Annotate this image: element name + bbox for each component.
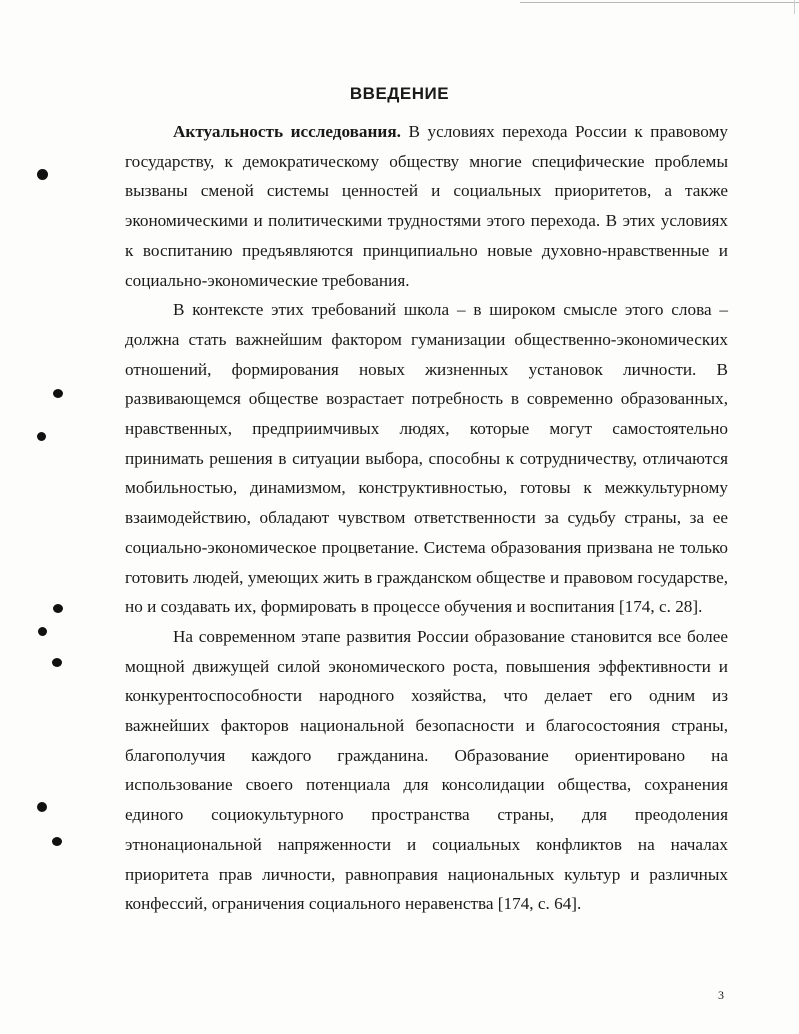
binding-hole-mark [52,837,62,846]
scan-edge-line [520,2,799,3]
paragraph [125,117,728,295]
binding-hole-mark [37,802,47,812]
paragraph-lead: Актуальность исследования. [173,122,401,141]
binding-hole-mark [37,169,48,180]
binding-hole-mark [38,627,47,636]
paragraph [125,622,728,919]
paragraph-text: На современном этапе развития России образование становится все более мощной движущей силой экономического роста, повышения эффективности и конкурентоспособности народного хозяйства, что делает его одним из важнейших факторов национальной безопасности и благосостояния страны, благополучия каждого гражданина. Образование ориентировано на использование своего потенциала для консолидации общества, сохранения единого социокультурного пространства страны, для преодоления этнонациональной напряженности и социальных конфликтов на началах приоритета прав личности, равноправия национальных культур и различных конфессий, ограничения социального неравенства [174, с. 64]. [125,626,728,914]
paragraph-text: В условиях перехода России к правовому государству, к демократическому обществу многие специфические проблемы вызваны сменой системы ценностей и социальных приоритетов, а также экономическими и политическими трудностями этого перехода. В этих условиях к воспитанию предъявляются принципиально новые духовно-нравственные и социально-экономические требования. [125,122,728,290]
section-heading: ВВЕДЕНИЕ [349,84,450,103]
scan-edge-mark [794,0,795,14]
binding-hole-mark [53,389,63,398]
page-number: 3 [718,988,724,1002]
paragraph-text: В контексте этих требований школа – в широком смысле этого слова – должна стать важнейшим фактором гуманизации общественно-экономических отношений, формирования новых жизненных установок личности. В развивающемся обществе возрастает потребность в современно образованных, нравственных, предприимчивых людях, которые могут самостоятельно принимать решения в ситуации выбора, способны к сотрудничеству, отличаются мобильностью, динамизмом, конструктивностью, готовы к межкультурному взаимодействию, обладают чувством ответственности за судьбу страны, за ее социально-экономическое процветание. Система образования призвана не только готовить людей, умеющих жить в гражданском обществе и правовом государстве, но и создавать их, формировать в процессе обучения и воспитания [174, с. 28]. [125,300,728,617]
binding-hole-mark [53,604,63,613]
binding-hole-mark [37,432,46,441]
paragraph [125,295,728,622]
body-text [125,117,728,919]
binding-hole-mark [52,658,62,667]
